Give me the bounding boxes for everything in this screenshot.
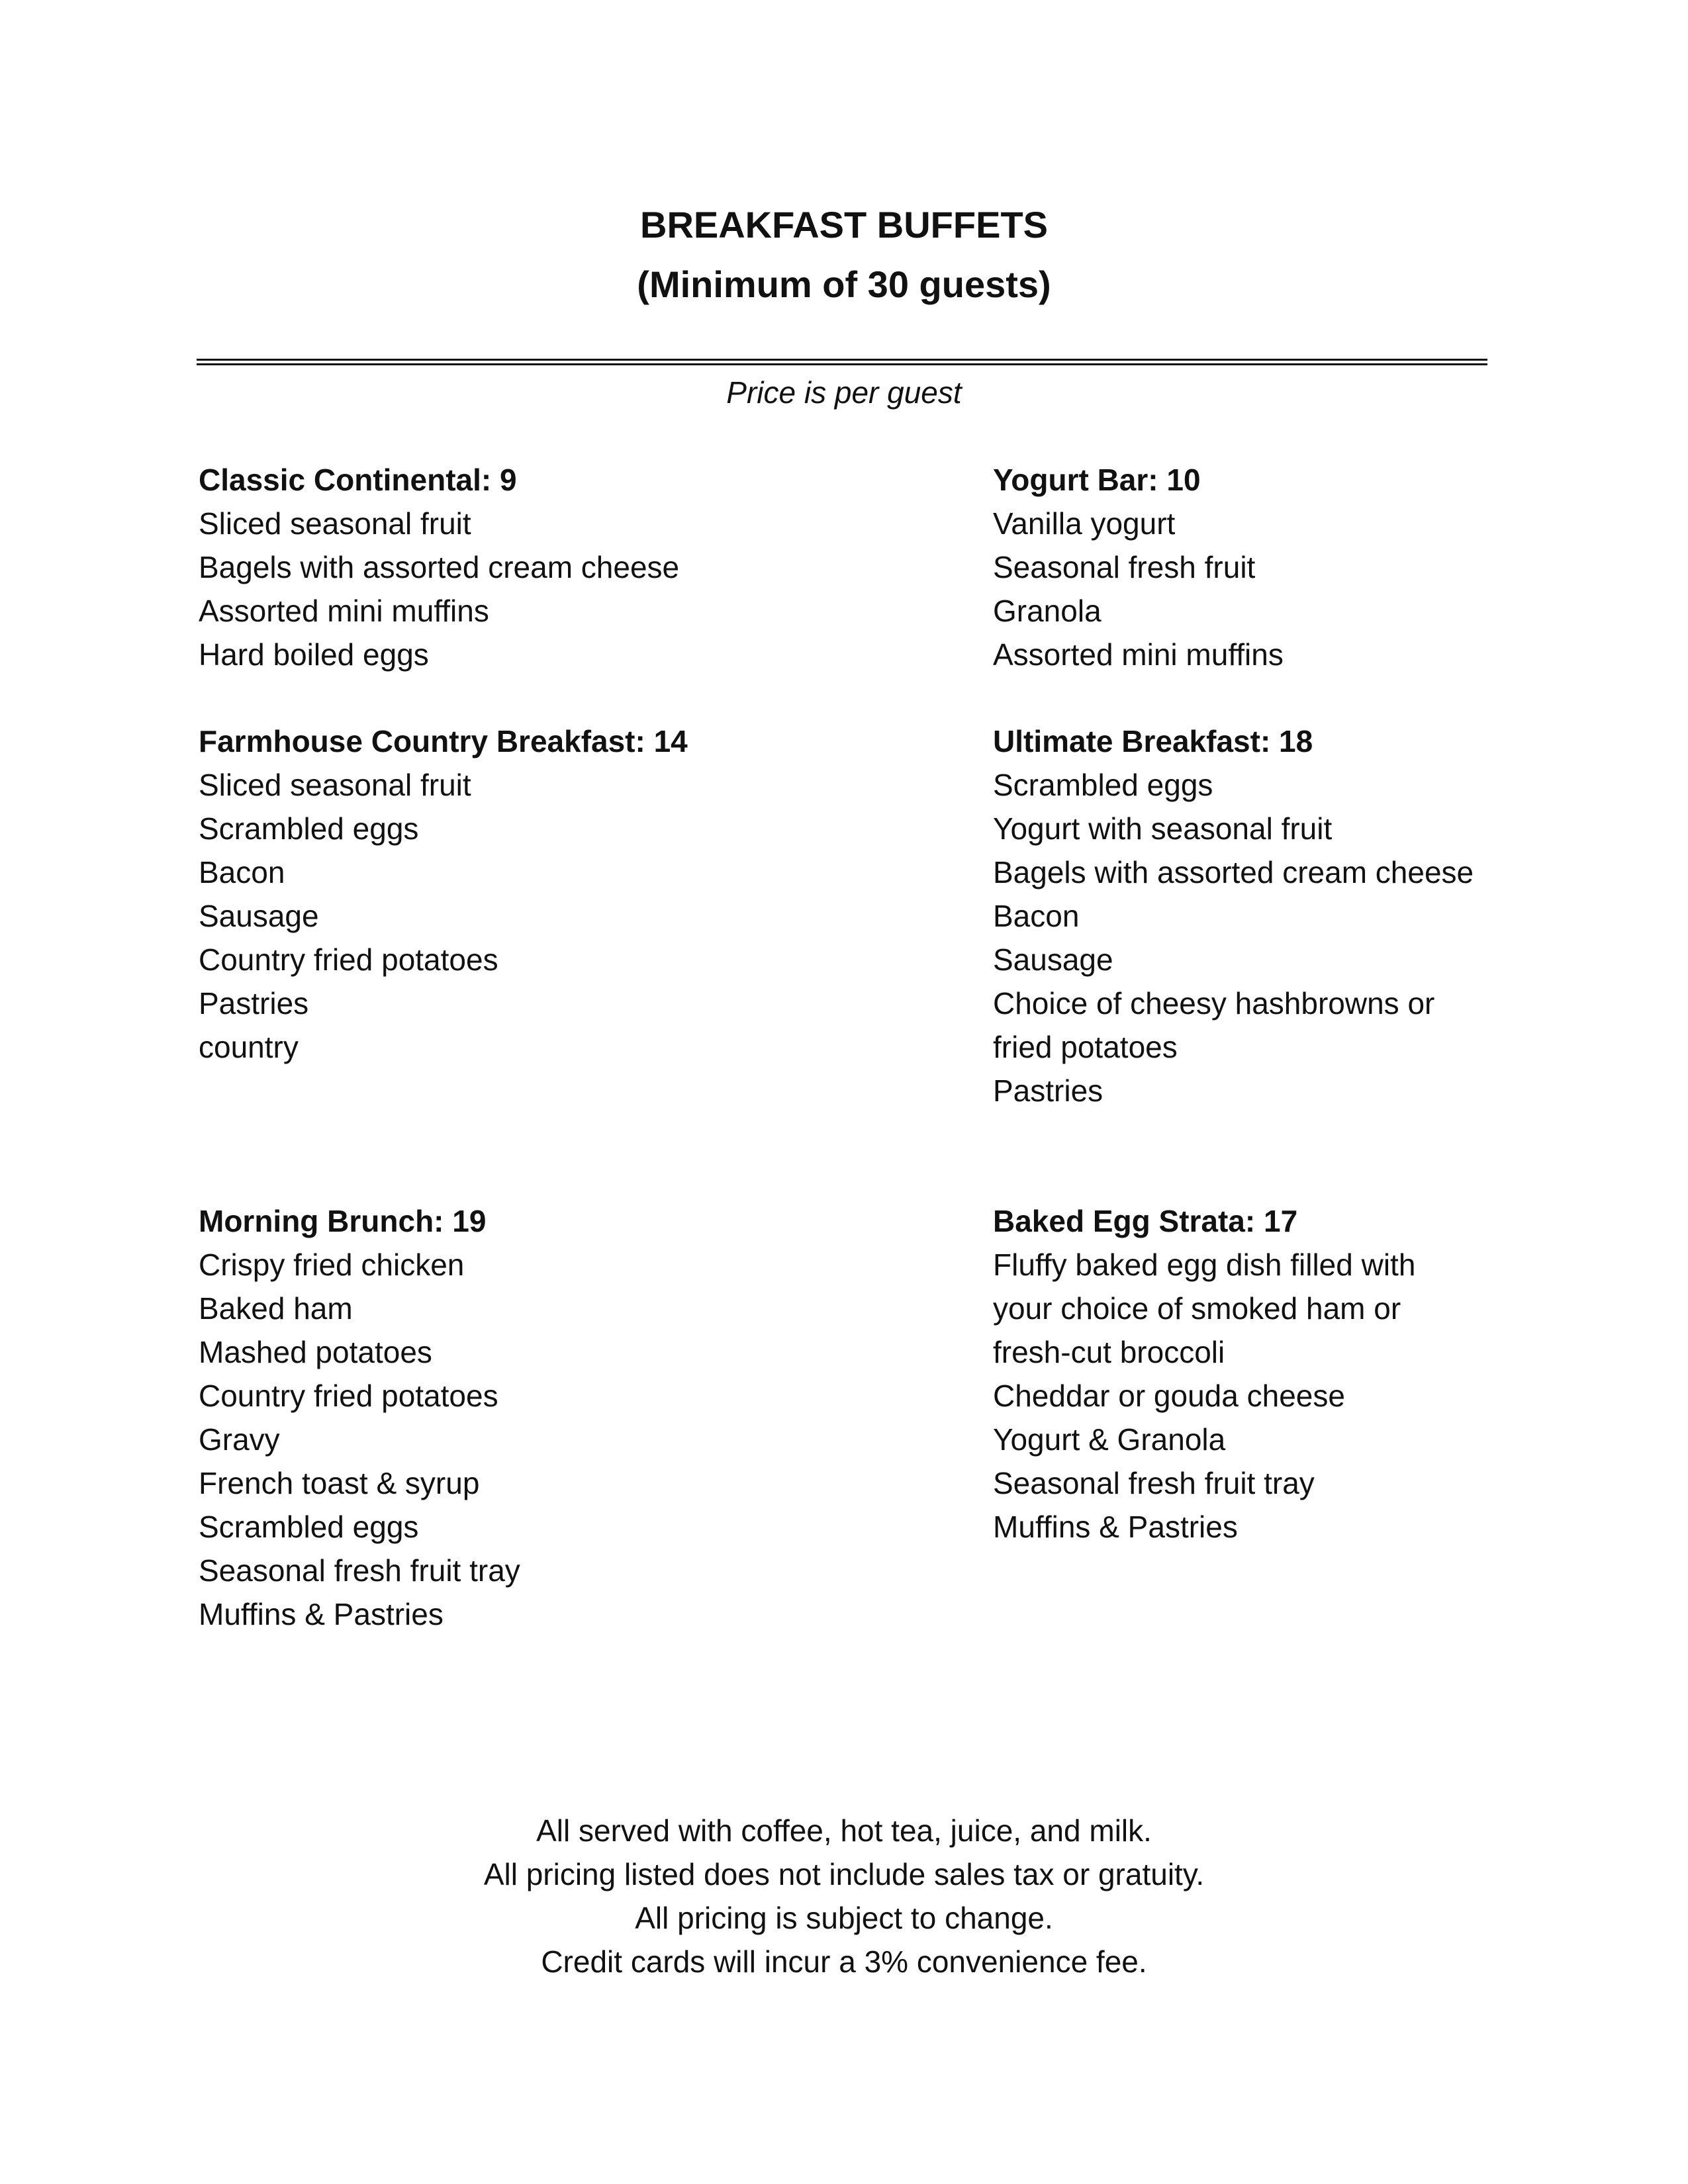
footer-notes <box>0 1809 1688 1983</box>
menu-item: country <box>199 1030 299 1064</box>
price-note: Price is per guest <box>726 375 962 410</box>
section-heading: Classic Continental: 9 <box>199 463 517 497</box>
page-title: BREAKFAST BUFFETS <box>640 204 1048 246</box>
menu-item: Yogurt & Granola <box>993 1422 1226 1457</box>
section-heading: Farmhouse Country Breakfast: 14 <box>199 724 688 758</box>
section-item-list <box>199 763 927 1069</box>
menu-section-farmhouse-country-breakfast <box>199 719 927 1069</box>
menu-item: Bacon <box>199 855 285 889</box>
section-item-list <box>993 1243 1688 1549</box>
section-heading: Yogurt Bar: 10 <box>993 463 1201 497</box>
footer-note: All pricing listed does not include sales tax or gratuity. <box>483 1857 1205 1891</box>
menu-item: Gravy <box>199 1422 280 1457</box>
footer-note: All pricing is subject to change. <box>635 1901 1053 1935</box>
menu-item: Sliced seasonal fruit <box>199 768 471 802</box>
menu-item: Seasonal fresh fruit tray <box>993 1466 1315 1500</box>
menu-item: Hard boiled eggs <box>199 637 429 672</box>
menu-item: your choice of smoked ham or <box>993 1291 1401 1326</box>
menu-item: Scrambled eggs <box>199 811 419 846</box>
section-item-list <box>199 1243 927 1636</box>
menu-item: Pastries <box>993 1073 1103 1108</box>
menu-item: Bagels with assorted cream cheese <box>199 550 680 584</box>
menu-item: Country fried potatoes <box>199 942 498 977</box>
section-heading: Ultimate Breakfast: 18 <box>993 724 1313 758</box>
section-heading: Morning Brunch: 19 <box>199 1204 487 1238</box>
menu-item: Seasonal fresh fruit <box>993 550 1256 584</box>
section-item-list <box>199 502 927 676</box>
footer-note: All served with coffee, hot tea, juice, and milk. <box>536 1813 1152 1848</box>
menu-item: Sausage <box>993 942 1113 977</box>
menu-item: fresh-cut broccoli <box>993 1335 1225 1369</box>
section-heading: Baked Egg Strata: 17 <box>993 1204 1298 1238</box>
page-subtitle: (Minimum of 30 guests) <box>637 263 1051 305</box>
menu-item: Baked ham <box>199 1291 353 1326</box>
menu-section-ultimate-breakfast <box>993 719 1688 1113</box>
menu-item: Mashed potatoes <box>199 1335 432 1369</box>
menu-item: Fluffy baked egg dish filled with <box>993 1248 1416 1282</box>
menu-item: Bagels with assorted cream cheese <box>993 855 1474 889</box>
menu-item: Scrambled eggs <box>993 768 1213 802</box>
menu-item: fried potatoes <box>993 1030 1178 1064</box>
section-item-list <box>993 763 1688 1113</box>
menu-item: Muffins & Pastries <box>993 1510 1238 1544</box>
menu-section-morning-brunch <box>199 1199 927 1636</box>
menu-item: Muffins & Pastries <box>199 1597 444 1631</box>
section-item-list <box>993 502 1688 676</box>
menu-item: Seasonal fresh fruit tray <box>199 1553 520 1588</box>
menu-item: Yogurt with seasonal fruit <box>993 811 1333 846</box>
menu-item: Scrambled eggs <box>199 1510 419 1544</box>
menu-item: Pastries <box>199 986 309 1021</box>
menu-item: Bacon <box>993 899 1080 933</box>
menu-section-classic-continental <box>199 458 927 676</box>
menu-item: Granola <box>993 594 1102 628</box>
menu-item: French toast & syrup <box>199 1466 480 1500</box>
menu-item: Assorted mini muffins <box>993 637 1284 672</box>
menu-section-baked-egg-strata <box>993 1199 1688 1549</box>
menu-item: Assorted mini muffins <box>199 594 489 628</box>
menu-item: Sliced seasonal fruit <box>199 506 471 541</box>
footer-note: Credit cards will incur a 3% convenience fee. <box>541 1944 1147 1979</box>
menu-item: Cheddar or gouda cheese <box>993 1379 1345 1413</box>
menu-item: Vanilla yogurt <box>993 506 1176 541</box>
menu-section-yogurt-bar <box>993 458 1688 676</box>
menu-item: Crispy fried chicken <box>199 1248 465 1282</box>
menu-item: Country fried potatoes <box>199 1379 498 1413</box>
menu-item: Choice of cheesy hashbrowns or <box>993 986 1435 1021</box>
menu-item: Sausage <box>199 899 319 933</box>
double-divider <box>197 359 1487 365</box>
